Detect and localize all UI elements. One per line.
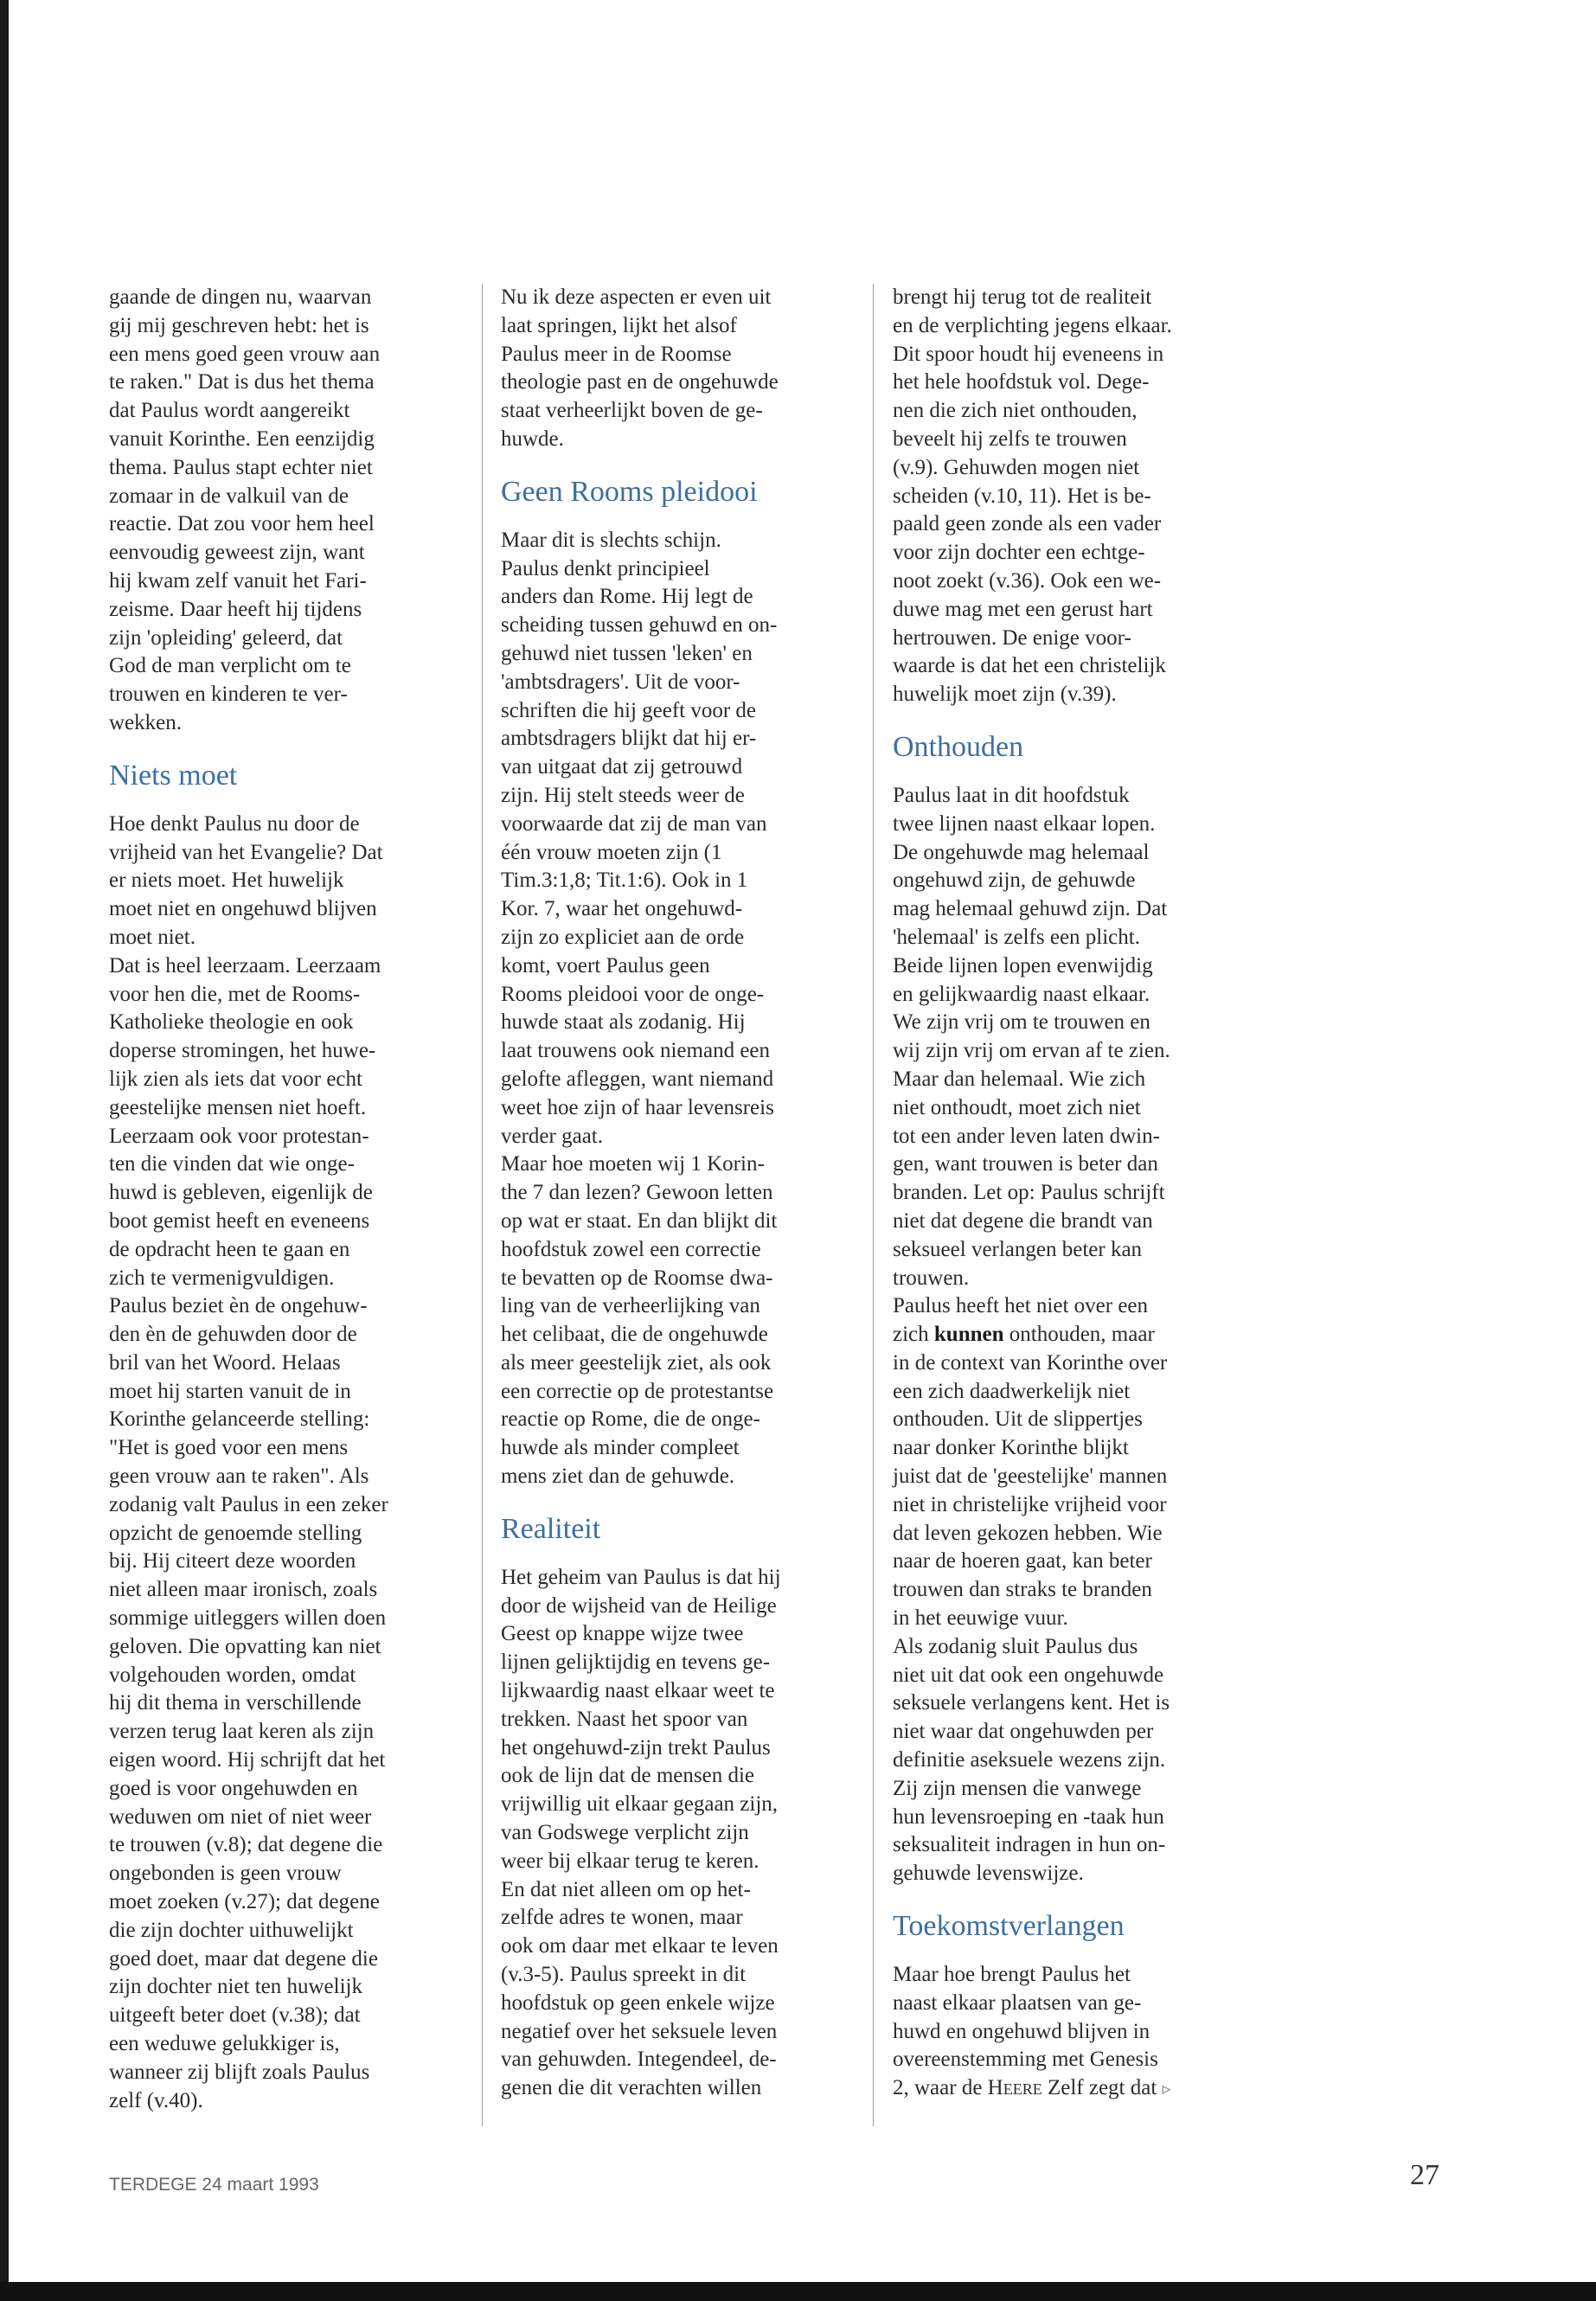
text-line: duwe mag met een gerust hart xyxy=(893,597,1153,621)
text-line: Dit spoor houdt hij eveneens in xyxy=(893,342,1164,366)
text-line: Paulus laat in dit hoofdstuk xyxy=(893,783,1130,807)
text-line: trouwen dan straks te branden xyxy=(893,1578,1152,1602)
text-line: reactie op Rome, die de onge- xyxy=(501,1407,760,1432)
text-line: hij dit thema in verschillende xyxy=(109,1691,362,1715)
column-rule-2 xyxy=(873,284,874,2126)
text-line: Tim.3:1,8; Tit.1:6). Ook in 1 xyxy=(501,868,748,893)
text-line: weet hoe zijn of haar levensreis xyxy=(501,1095,774,1119)
text-line: te raken." Dat is dus het thema xyxy=(109,370,375,394)
col2-paragraph-3 xyxy=(501,1564,856,2103)
column-rule-1 xyxy=(482,284,483,2126)
text-line: en gelijkwaardig naast elkaar. xyxy=(893,982,1151,1006)
text-line: zich te vermenigvuldigen. xyxy=(109,1266,335,1290)
text-line: (v.3-5). Paulus spreekt in dit xyxy=(501,1963,747,1987)
text-line: 'ambtsdragers'. Uit de voor- xyxy=(501,670,740,694)
text-line: er niets moet. Het huwelijk xyxy=(109,868,344,893)
text-line: bij. Hij citeert deze woorden xyxy=(109,1549,356,1574)
col3-paragraph-3-rest xyxy=(893,1349,1247,1888)
text-line: verder gaat. xyxy=(501,1124,603,1148)
text-line: genen die dit verachten willen xyxy=(501,2076,762,2100)
text-line: Maar dan helemaal. Wie zich xyxy=(893,1067,1146,1091)
text-line: als meer geestelijk ziet, als ook xyxy=(501,1350,772,1375)
text-line: wij zijn vrij om ervan af te zien. xyxy=(893,1039,1170,1063)
emphasis-kunnen: kunnen xyxy=(933,1323,1004,1347)
text-line: beveelt hij zelfs te trouwen xyxy=(893,426,1127,451)
text-line: zijn. Hij stelt steeds weer de xyxy=(501,783,745,807)
text-line: We zijn vrij om te trouwen en xyxy=(893,1010,1151,1035)
text-line: Paulus meer in de Roomse xyxy=(501,342,732,366)
text-line: het ongehuwd-zijn trekt Paulus xyxy=(501,1735,771,1759)
text-line: En dat niet alleen om op het- xyxy=(501,1877,751,1901)
text-line: zomaar in de valkuil van de xyxy=(109,484,349,508)
col3-paragraph-1 xyxy=(893,284,1247,709)
text-line: zelf (v.40). xyxy=(109,2088,203,2112)
text-line: Maar hoe brengt Paulus het xyxy=(893,1963,1131,1987)
heading-geen-rooms-pleidooi: Geen Rooms pleidooi xyxy=(501,475,758,508)
text-line: trekken. Naast het spoor van xyxy=(501,1707,748,1731)
text-line: Korinthe gelanceerde stelling: xyxy=(109,1407,370,1432)
page-number: 27 xyxy=(1410,2159,1439,2191)
text-line: Katholieke theologie en ook xyxy=(109,1010,354,1035)
text-line: huwde staat als zodanig. Hij xyxy=(501,1010,746,1035)
text-line: voor hen die, met de Rooms- xyxy=(109,982,361,1006)
heading-niets-moet: Niets moet xyxy=(109,759,238,792)
text-line: Paulus beziet èn de ongehuw- xyxy=(109,1294,368,1318)
column-1 xyxy=(109,284,464,2115)
text-line: ongebonden is geen vrouw xyxy=(109,1862,342,1886)
text-line: hoofdstuk op geen enkele wijze xyxy=(501,1990,775,2015)
text-line: den èn de gehuwden door de xyxy=(109,1323,357,1347)
text-line: in de context van Korinthe over xyxy=(893,1350,1168,1375)
text-line: noot zoekt (v.36). Ook een we- xyxy=(893,568,1162,593)
col2-paragraph-2 xyxy=(501,527,856,1491)
text-line: één vrouw moeten zijn (1 xyxy=(501,840,722,864)
text-line: geestelijke mensen niet hoeft. xyxy=(109,1095,367,1119)
text-line: mag helemaal gehuwd zijn. Dat xyxy=(893,897,1168,921)
text-line: huwelijk moet zijn (v.39). xyxy=(893,683,1117,707)
col3-paragraph-4 xyxy=(893,1961,1247,2104)
text-line: "Het is goed voor een mens xyxy=(109,1436,349,1460)
column-3 xyxy=(893,284,1247,2104)
text-line: zeisme. Daar heeft hij tijdens xyxy=(109,597,362,621)
text-line: moet zoeken (v.27); dat degene xyxy=(109,1890,380,1914)
text-line: gehuwde levenswijze. xyxy=(893,1862,1084,1886)
text-line: wekken. xyxy=(109,710,182,734)
text-line: huwde als minder compleet xyxy=(501,1436,740,1460)
text-line: zelfde adres te wonen, maar xyxy=(501,1906,743,1930)
text-line: van gehuwden. Integendeel, de- xyxy=(501,2048,777,2072)
text-line: door de wijsheid van de Heilige xyxy=(501,1593,777,1618)
text-line: trouwen en kinderen te ver- xyxy=(109,683,348,707)
text-line: van uitgaat dat zij getrouwd xyxy=(501,755,743,779)
text-line: staat verheerlijkt boven de ge- xyxy=(501,399,763,423)
text-line: ling van de verheerlijking van xyxy=(501,1294,760,1318)
text-line: niet dat degene die brandt van xyxy=(893,1208,1153,1233)
text-line: op wat er staat. En dan blijkt dit xyxy=(501,1208,778,1233)
text-line: van Godswege verplicht zijn xyxy=(501,1821,749,1845)
text-line: Maar hoe moeten wij 1 Korin- xyxy=(501,1152,765,1176)
text-line: zijn 'opleiding' geleerd, dat xyxy=(109,625,343,650)
text-line: dat Paulus wordt aangereikt xyxy=(109,399,350,423)
text-line: Kor. 7, waar het ongehuwd- xyxy=(501,897,743,921)
text-line: mens ziet dan de gehuwde. xyxy=(501,1465,735,1489)
col1-paragraph-2 xyxy=(109,811,464,2116)
text-line: weer bij elkaar terug te keren. xyxy=(501,1849,760,1873)
col2-paragraph-1 xyxy=(501,284,856,454)
text-line: branden. Let op: Paulus schrijft xyxy=(893,1181,1165,1205)
text-line: te trouwen (v.8); dat degene die xyxy=(109,1833,383,1857)
text-line: doperse stromingen, het huwe- xyxy=(109,1039,376,1063)
text-line: scheiding tussen gehuwd en on- xyxy=(501,613,778,638)
text-line: twee lijnen naast elkaar lopen. xyxy=(893,811,1156,836)
page-edge-left xyxy=(0,0,9,2301)
col3-paragraph-3 xyxy=(893,1292,1247,1888)
text-line: overeenstemming met Genesis xyxy=(893,2048,1158,2072)
continue-arrow-icon: ▹ xyxy=(1162,2080,1171,2099)
text-line: een correctie op de protestantse xyxy=(501,1379,774,1403)
text-line: hun levensroeping en -taak hun xyxy=(893,1804,1164,1829)
text-line: boot gemist heeft en eveneens xyxy=(109,1208,370,1233)
text-line: vrijwillig uit elkaar gegaan zijn, xyxy=(501,1792,779,1817)
text-line: naar de hoeren gaat, kan beter xyxy=(893,1549,1152,1574)
text-line: gaande de dingen nu, waarvan xyxy=(109,285,372,309)
text-fragment: zich xyxy=(893,1323,934,1347)
text-line: niet in christelijke vrijheid voor xyxy=(893,1492,1167,1516)
text-line: reactie. Dat zou voor hem heel xyxy=(109,512,375,536)
text-line: God de man verplicht om te xyxy=(109,654,351,678)
text-line: ambtsdragers blijkt dat hij er- xyxy=(501,727,757,751)
text-line: voorwaarde dat zij de man van xyxy=(501,811,767,836)
text-line: niet onthoudt, moet zich niet xyxy=(893,1095,1141,1119)
heading-realiteit: Realiteit xyxy=(501,1512,601,1545)
col3-paragraph-2 xyxy=(893,782,1247,1292)
text-line: ook de lijn dat de mensen die xyxy=(501,1764,754,1788)
text-line: goed doet, maar dat degene die xyxy=(109,1946,378,1971)
text-line: huwd is gebleven, eigenlijk de xyxy=(109,1181,373,1205)
text-line: voor zijn dochter een echtge- xyxy=(893,541,1145,565)
text-line: gehuwd niet tussen 'leken' en xyxy=(501,641,753,665)
text-line: die zijn dochter uithuwelijkt xyxy=(109,1918,354,1942)
text-line: zijn zo expliciet aan de orde xyxy=(501,925,745,949)
text-line: gelofte afleggen, want niemand xyxy=(501,1067,774,1091)
text-line: seksualiteit indragen in hun on- xyxy=(893,1833,1166,1857)
text-line: scheiden (v.10, 11). Het is be- xyxy=(893,484,1151,508)
text-line: Geest op knappe wijze twee xyxy=(501,1622,744,1646)
text-line: Maar dit is slechts schijn. xyxy=(501,528,721,552)
text-line: Als zodanig sluit Paulus dus xyxy=(893,1634,1138,1658)
text-line: Nu ik deze aspecten er even uit xyxy=(501,285,772,309)
text-line: niet waar dat ongehuwden per xyxy=(893,1720,1154,1744)
text-line: trouwen. xyxy=(893,1266,970,1290)
text-line: geloven. Die opvatting kan niet xyxy=(109,1634,381,1658)
text-line: een mens goed geen vrouw aan xyxy=(109,342,381,366)
text-line: uitgeeft beter doet (v.38); dat xyxy=(109,2003,361,2028)
text-line: De ongehuwde mag helemaal xyxy=(893,840,1150,864)
text-line: zijn dochter niet ten huwelijk xyxy=(109,1975,362,1999)
text-line: paald geen zonde als een vader xyxy=(893,512,1162,536)
text-line: theologie past en de ongehuwde xyxy=(501,370,779,394)
page-edge-bottom xyxy=(0,2282,1596,2301)
text-line: gen, want trouwen is beter dan xyxy=(893,1152,1158,1176)
text-line: ook om daar met elkaar te leven xyxy=(501,1934,779,1958)
text-line: eigen woord. Hij schrijft dat het xyxy=(109,1748,386,1772)
text-line: het celibaat, die de ongehuwde xyxy=(501,1323,768,1347)
text-line: vanuit Korinthe. Een eenzijdig xyxy=(109,426,375,451)
text-line: nen die zich niet onthouden, xyxy=(893,399,1138,423)
text-line: Paulus denkt principieel xyxy=(501,556,710,580)
text-line: Beide lijnen lopen evenwijdig xyxy=(893,953,1153,977)
text-line: te bevatten op de Roomse dwa- xyxy=(501,1266,773,1290)
text-line: hertrouwen. De enige voor- xyxy=(893,625,1131,650)
text-line: bril van het Woord. Helaas xyxy=(109,1350,341,1375)
text-line: het hele hoofdstuk vol. Dege- xyxy=(893,370,1150,394)
text-line-heere xyxy=(893,2074,1247,2104)
text-line: anders dan Rome. Hij legt de xyxy=(501,585,753,609)
col3-paragraph-4-lines xyxy=(893,1961,1247,2074)
text-line: huwd en ongehuwd blijven in xyxy=(893,2019,1151,2043)
text-line: Rooms pleidooi voor de onge- xyxy=(501,982,765,1006)
text-line-kunnen xyxy=(893,1321,1247,1349)
text-line: komt, voert Paulus geen xyxy=(501,953,710,977)
text-line: weduwen om niet of niet weer xyxy=(109,1804,372,1829)
text-line: seksueel verlangen beter kan xyxy=(893,1237,1143,1261)
text-line: 'helemaal' is zelfs een plicht. xyxy=(893,925,1140,949)
text-line: waarde is dat het een christelijk xyxy=(893,654,1166,678)
text-line: laat trouwens ook niemand een xyxy=(501,1039,771,1063)
text-line: lijkwaardig naast elkaar weet te xyxy=(501,1679,775,1703)
column-2 xyxy=(501,284,856,2103)
text-line: zodanig valt Paulus in een zeker xyxy=(109,1492,388,1516)
text-line: dat leven gekozen hebben. Wie xyxy=(893,1521,1163,1545)
text-line: tot een ander leven laten dwin- xyxy=(893,1124,1160,1148)
text-line: thema. Paulus stapt echter niet xyxy=(109,455,373,479)
text-line: ongehuwd zijn, de gehuwde xyxy=(893,868,1136,893)
text-line: Dat is heel leerzaam. Leerzaam xyxy=(109,953,381,977)
text-line: vrijheid van het Evangelie? Dat xyxy=(109,840,383,864)
text-line: (v.9). Gehuwden mogen niet xyxy=(893,455,1140,479)
text-line: juist dat de 'geestelijke' mannen xyxy=(893,1465,1168,1489)
text-line: Hoe denkt Paulus nu door de xyxy=(109,811,360,836)
text-line: Het geheim van Paulus is dat hij xyxy=(501,1565,781,1589)
text-line: niet uit dat ook een ongehuwde xyxy=(893,1663,1164,1687)
text-line: hij kwam zelf vanuit het Fari- xyxy=(109,568,367,593)
text-fragment: Zelf zegt dat xyxy=(1042,2076,1157,2100)
text-line: moet hij starten vanuit de in xyxy=(109,1379,351,1403)
text-line: geen vrouw aan te raken". Als xyxy=(109,1465,369,1489)
text-line: brengt hij terug tot de realiteit xyxy=(893,285,1152,309)
text-line: Paulus heeft het niet over een xyxy=(893,1294,1149,1318)
text-line: ten die vinden dat wie onge- xyxy=(109,1152,355,1176)
text-line: naar donker Korinthe blijkt xyxy=(893,1436,1129,1460)
text-line: volgehouden worden, omdat xyxy=(109,1663,356,1687)
text-line: in het eeuwige vuur. xyxy=(893,1606,1068,1631)
publication-footer: TERDEGE 24 maart 1993 xyxy=(109,2175,319,2195)
text-line: schriften die hij geeft voor de xyxy=(501,698,757,722)
text-line: gij mij geschreven hebt: het is xyxy=(109,313,369,337)
text-line: een weduwe gelukkiger is, xyxy=(109,2032,340,2056)
text-line: the 7 dan lezen? Gewoon letten xyxy=(501,1181,773,1205)
text-line: huwde. xyxy=(501,426,564,451)
text-line: eenvoudig geweest zijn, want xyxy=(109,541,365,565)
heading-toekomstverlangen: Toekomstverlangen xyxy=(893,1910,1125,1943)
text-fragment: onthouden, maar xyxy=(1003,1323,1155,1347)
text-line: moet niet en ongehuwd blijven xyxy=(109,897,377,921)
text-line: sommige uitleggers willen doen xyxy=(109,1606,387,1631)
col1-paragraph-1 xyxy=(109,284,464,738)
small-caps-heere: Heere xyxy=(987,2076,1042,2100)
text-line: onthouden. Uit de slippertjes xyxy=(893,1407,1143,1432)
text-line: de opdracht heen te gaan en xyxy=(109,1237,350,1261)
text-line: Leerzaam ook voor protestan- xyxy=(109,1124,369,1148)
text-line: wanneer zij blijft zoals Paulus xyxy=(109,2060,370,2084)
text-line: seksuele verlangens kent. Het is xyxy=(893,1691,1170,1715)
text-line: lijk zien als iets dat voor echt xyxy=(109,1067,362,1091)
text-line: laat springen, lijkt het alsof xyxy=(501,313,737,337)
text-line: hoofdstuk zowel een correctie xyxy=(501,1237,761,1261)
text-line: naast elkaar plaatsen van ge- xyxy=(893,1990,1142,2015)
text-line: lijnen gelijktijdig en tevens ge- xyxy=(501,1650,771,1675)
text-line: opzicht de genoemde stelling xyxy=(109,1521,362,1545)
text-line: een zich daadwerkelijk niet xyxy=(893,1379,1131,1403)
text-line: goed is voor ongehuwden en xyxy=(109,1776,358,1800)
text-line: en de verplichting jegens elkaar. xyxy=(893,313,1172,337)
text-line: Zij zijn mensen die vanwege xyxy=(893,1776,1142,1800)
text-line: definitie aseksuele wezens zijn. xyxy=(893,1748,1166,1772)
text-fragment: 2, waar de xyxy=(893,2076,988,2100)
text-line: moet niet. xyxy=(109,925,195,949)
text-line: niet alleen maar ironisch, zoals xyxy=(109,1578,378,1602)
text-line: verzen terug laat keren als zijn xyxy=(109,1720,375,1744)
text-line: negatief over het seksuele leven xyxy=(501,2019,778,2043)
heading-onthouden: Onthouden xyxy=(893,730,1024,763)
